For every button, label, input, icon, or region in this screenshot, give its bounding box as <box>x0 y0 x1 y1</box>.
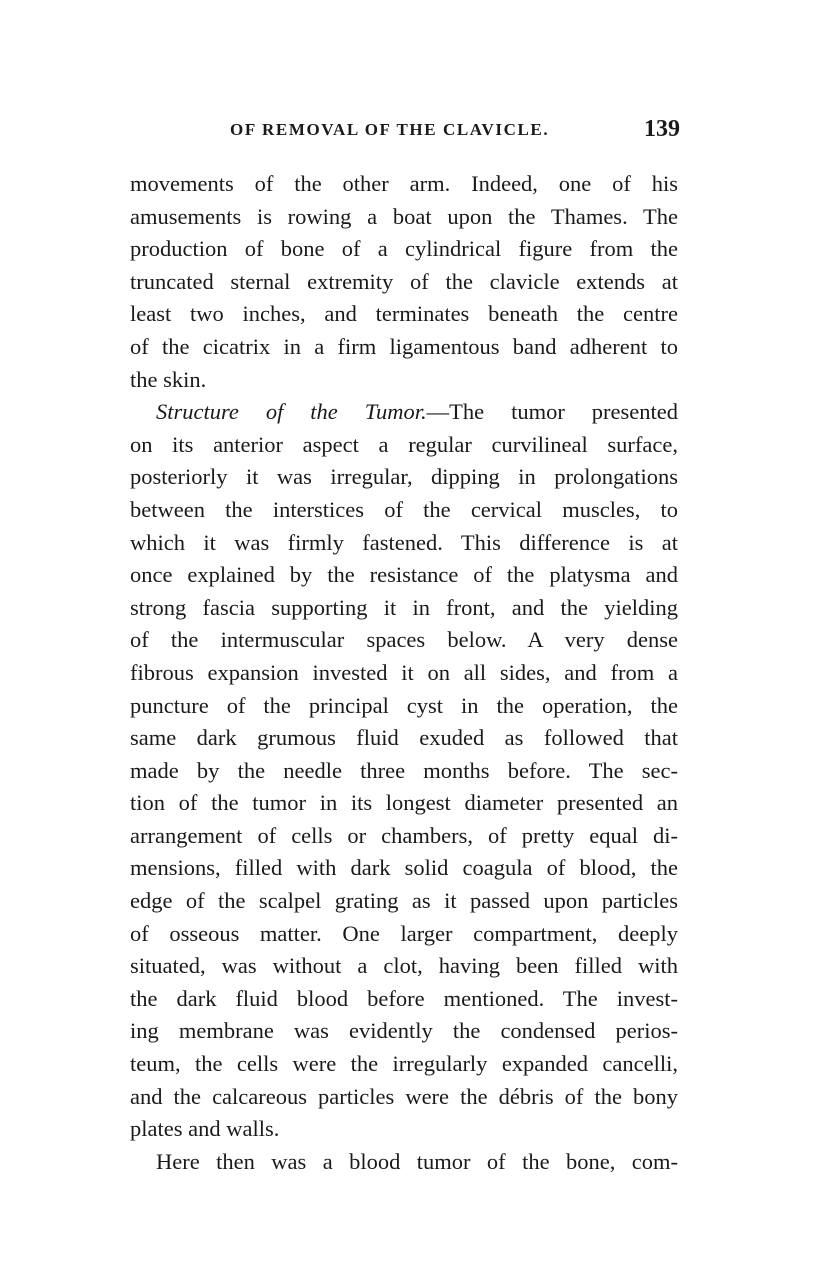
page-number: 139 <box>644 116 680 142</box>
text-line: of osseous matter. One larger compartment, deeply <box>130 920 678 946</box>
text-line: puncture of the principal cyst in the operation, the <box>130 692 678 718</box>
text-line: which it was firmly fastened. This difference is at <box>130 529 678 555</box>
text-line: of the cicatrix in a firm ligamentous band adherent to <box>130 333 678 359</box>
text-line: amusements is rowing a boat upon the Thames. The <box>130 203 678 229</box>
text-line: truncated sternal extremity of the clavicle extends at <box>130 268 678 294</box>
text-line: fibrous expansion invested it on all sides, and from a <box>130 659 678 685</box>
section-heading: Structure of the Tumor. <box>156 399 427 425</box>
text-line: plates and walls. <box>130 1116 280 1142</box>
text-line: movements of the other arm. Indeed, one of his <box>130 171 678 196</box>
text-line: on its anterior aspect a regular curvilineal surface, <box>130 431 678 457</box>
text-line: strong fascia supporting it in front, and the yielding <box>130 594 678 620</box>
text-line: least two inches, and terminates beneath the centre <box>130 301 678 327</box>
text-line: mensions, filled with dark solid coagula of blood, the <box>130 855 678 881</box>
section-heading-continuation: —The tumor presented <box>426 399 678 425</box>
body-text <box>130 168 678 1178</box>
text-line: posteriorly it was irregular, dipping in prolongations <box>130 464 678 490</box>
text-line: arrangement of cells or chambers, of pretty equal di- <box>130 822 678 848</box>
text-line: edge of the scalpel grating as it passed upon particles <box>130 888 678 914</box>
text-line: and the calcareous particles were the débris of the bony <box>130 1083 678 1109</box>
text-line: made by the needle three months before. The sec- <box>130 757 678 783</box>
text-line: same dark grumous fluid exuded as followed that <box>130 725 678 751</box>
text-line: tion of the tumor in its longest diameter presented an <box>130 790 678 816</box>
text-line: Here then was a blood tumor of the bone, com- <box>156 1148 678 1174</box>
text-line: production of bone of a cylindrical figure from the <box>130 236 678 262</box>
section-heading-line <box>130 396 678 429</box>
text-line: between the interstices of the cervical muscles, to <box>130 496 678 522</box>
text-line: of the intermuscular spaces below. A very dense <box>130 627 678 653</box>
text-line: once explained by the resistance of the platysma and <box>130 562 678 588</box>
text-line: ing membrane was evidently the condensed perios- <box>130 1018 678 1044</box>
text-line: the dark fluid blood before mentioned. The invest- <box>130 985 678 1011</box>
text-line: situated, was without a clot, having been filled with <box>130 953 678 979</box>
text-line: teum, the cells were the irregularly expanded cancelli, <box>130 1051 678 1077</box>
running-head <box>130 116 680 146</box>
text-line: the skin. <box>130 366 207 392</box>
running-title: OF REMOVAL OF THE CLAVICLE. <box>230 120 550 139</box>
